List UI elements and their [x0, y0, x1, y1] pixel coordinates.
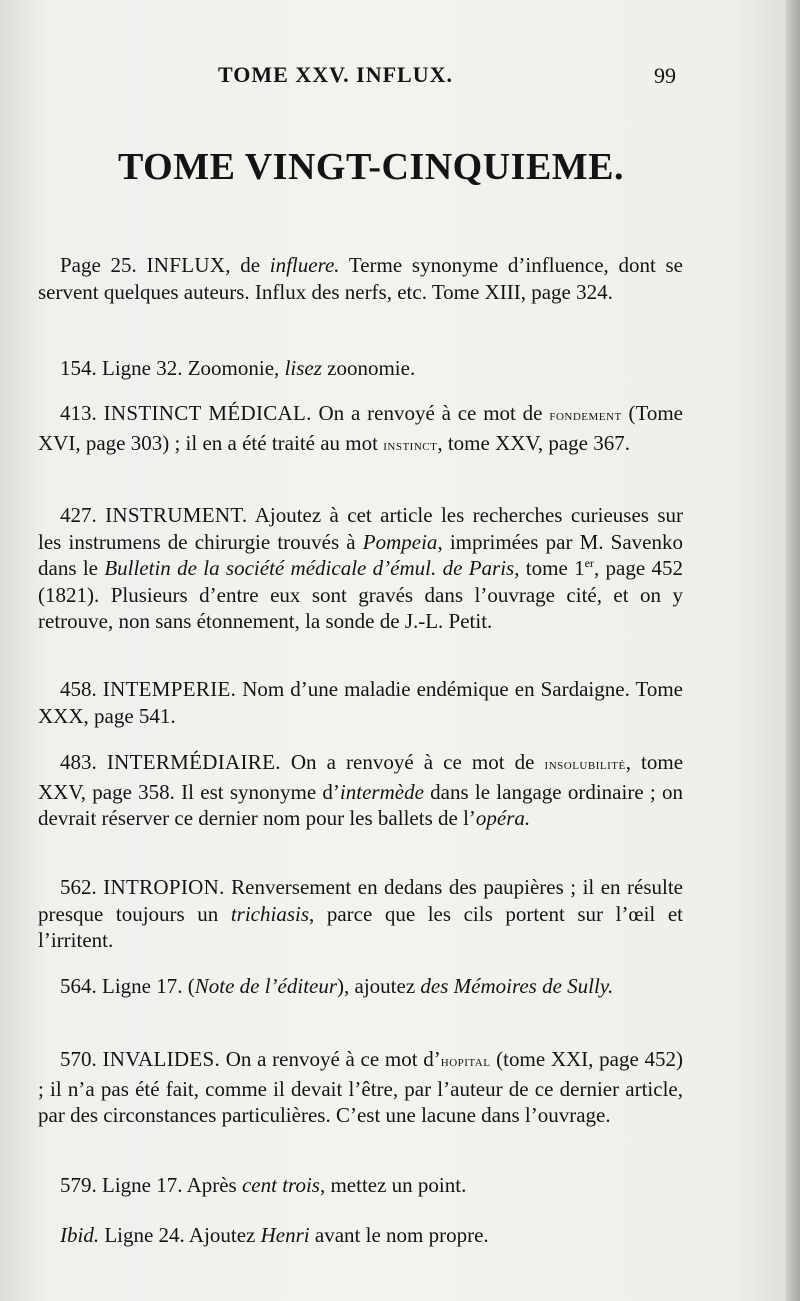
entry-number: 564.: [60, 974, 97, 998]
entry-italic: cent trois: [241, 1173, 320, 1197]
page-edge: [786, 0, 800, 1301]
entry-text: ), ajoutez: [337, 974, 421, 998]
entry-text: On a renvoyé à ce mot d’: [220, 1047, 441, 1071]
entry-text: Ajoutez à cet article les recherches curieuses sur les instrumens de chirurgie trouvés à: [38, 503, 684, 554]
entry-italic: lisez: [284, 356, 322, 380]
entry-number: 154.: [60, 356, 97, 380]
entry-number: 562.: [60, 875, 97, 899]
entry-number: 570.: [60, 1047, 97, 1071]
entry-headword: INVALIDES.: [102, 1047, 220, 1071]
entry-intermediaire: [38, 749, 683, 832]
entry-intemperie: [38, 676, 683, 729]
entry-number: 413.: [60, 401, 97, 425]
entry-text: Terme synonyme d’influence, dont se servent quelques auteurs. Influx des nerfs, etc. Tome XIII, page 324.: [38, 253, 684, 304]
entry-superscript: er: [584, 556, 594, 570]
entry-headword: INSTRUMENT.: [105, 503, 248, 527]
entry-italic: trichiasis: [230, 901, 310, 926]
volume-title: TOME VINGT-CINQUIEME.: [118, 146, 625, 188]
entry-text: (Tome XVI, page 303) ; il en a été traité au mot: [38, 401, 684, 455]
entry-text: Ligne 32. Zoomonie,: [102, 356, 285, 380]
entry-ligne-17: [38, 1172, 683, 1199]
entry-text: , mettez un point.: [319, 1173, 467, 1197]
entry-number: 483.: [60, 750, 97, 774]
entry-number: 427.: [60, 503, 97, 527]
entry-text: zoonomie.: [321, 356, 416, 380]
entry-text: , tome 1: [514, 556, 585, 580]
entry-italic: Note de l’éditeur: [194, 974, 338, 998]
entry-italic: opéra.: [475, 806, 531, 830]
entry-text: On a renvoyé à ce mot de: [280, 750, 545, 774]
entry-text: dans le langage ordinaire ; on devrait réserver ce dernier nom pour les ballets de l’: [38, 779, 683, 830]
entry-italic: influere.: [269, 253, 340, 277]
entry-text: , imprimées par M. Savenko dans le: [38, 529, 683, 580]
page-number: 99: [654, 63, 676, 88]
entry-intropion: [38, 874, 683, 954]
entry-text: Ligne 24. Ajoutez: [104, 1223, 261, 1247]
entry-text: , tome XXV, page 358. Il est synonyme d’: [38, 750, 684, 804]
entry-influx: [38, 252, 683, 305]
entry-smallcaps: hopital: [440, 1053, 491, 1070]
entry-text: , de: [225, 253, 270, 277]
running-head-title: TOME XXV. INFLUX.: [218, 62, 453, 87]
entry-headword: INTERMÉDIAIRE.: [106, 750, 281, 774]
entry-text: (tome XXI, page 452) ; il n’a pas été fait, comme il devait l’être, par l’auteur de ce dernier article, par des circonstances particulières. C’est une lacune dans l’ouvrage.: [38, 1047, 683, 1127]
entry-italic: Bulletin de la société médicale d’émul. de Paris: [104, 556, 515, 580]
entry-text: avant le nom propre.: [309, 1223, 489, 1247]
entry-instinct-medical: [38, 400, 683, 459]
running-head: [0, 62, 800, 96]
entry-zoomonie: [38, 355, 683, 382]
entry-italic: intermède: [339, 779, 424, 804]
entry-number: 579.: [60, 1173, 97, 1197]
entry-text: On a renvoyé à ce mot de: [311, 401, 550, 425]
entry-text: Nom d’une maladie endémique en Sardaigne. Tome XXX, page 541.: [38, 677, 684, 728]
entry-number: Page 25.: [60, 253, 137, 277]
entry-text: , page 452 (1821). Plusieurs d’entre eux sont gravés dans l’ouvrage cité, et on y retrouve, non sans étonnement, la sonde de J.-L. Petit.: [38, 556, 683, 633]
entry-note-editeur: [38, 973, 683, 1000]
entry-headword: INTROPION.: [103, 875, 225, 899]
entry-text: , parce que les cils portent sur l’œil et l’irritent.: [38, 901, 683, 952]
entry-text: Renversement en dedans des paupières ; il en résulte presque toujours un: [38, 875, 684, 926]
entry-italic: Pompeia: [362, 529, 438, 554]
entry-text: Ligne 17. Après: [102, 1173, 242, 1197]
entry-number: Ibid.: [60, 1223, 100, 1247]
entry-invalides: [38, 1046, 683, 1129]
entry-smallcaps: instinct: [383, 436, 438, 454]
entry-instrument: [38, 502, 683, 635]
entry-italic: Henri: [260, 1223, 310, 1247]
entry-headword: INTEMPERIE.: [102, 677, 237, 701]
entry-headword: INSTINCT MÉDICAL.: [103, 401, 312, 425]
entry-smallcaps: insolubilité: [544, 756, 626, 773]
entry-ibid: [38, 1222, 683, 1249]
entry-italic: des Mémoires de Sully.: [420, 974, 614, 998]
entry-smallcaps: fondement: [549, 407, 622, 424]
entry-text: Ligne 17. (: [102, 974, 195, 998]
entry-headword: INFLUX: [146, 253, 226, 277]
entry-text: , tome XXV, page 367.: [437, 430, 630, 455]
entry-number: 458.: [60, 677, 97, 701]
